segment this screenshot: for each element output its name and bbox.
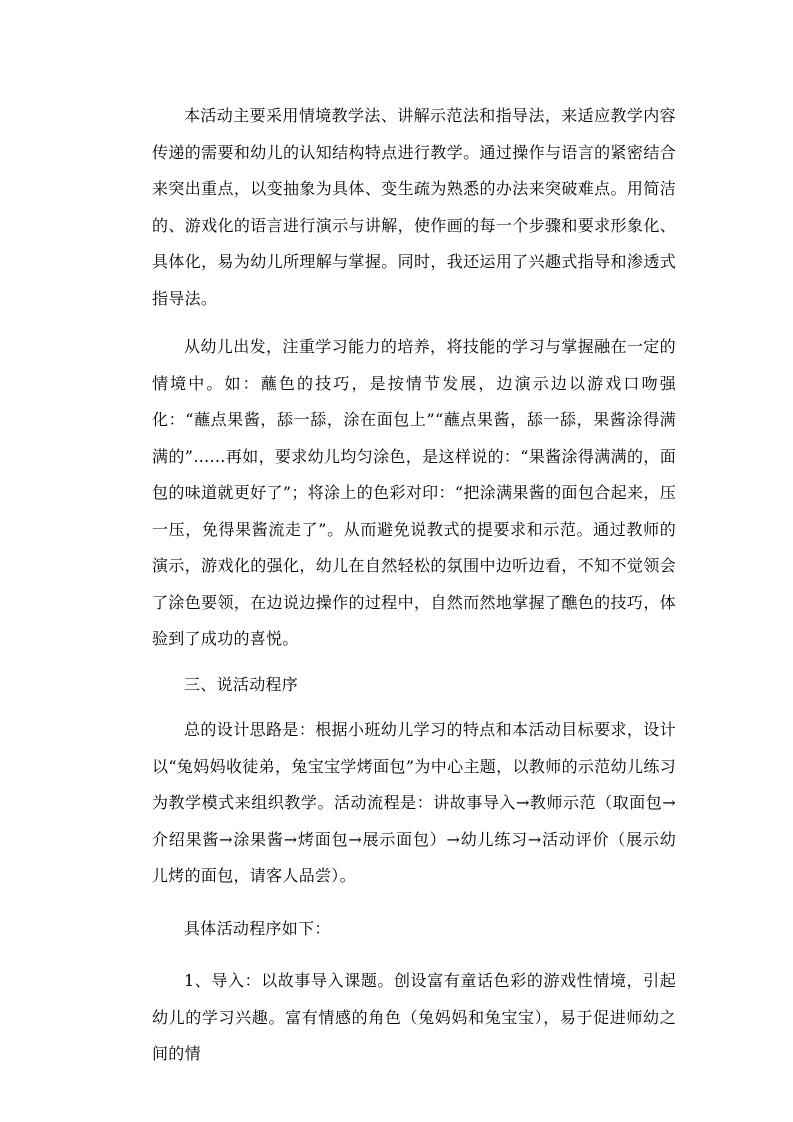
section-heading-activity-procedure: 三、说活动程序: [184, 674, 299, 694]
paragraph-learning-ability: 从幼儿出发，注重学习能力的培养，将技能的学习与掌握融在一定的情境中。如：蘸色的技巧，是按情节发展，边演示边以游戏口吻强化：“蘸点果酱，舔一舔，涂在面包上”“蘸点果酱，舔一舔，果酱涂得满满的”……再如，要求幼儿均匀涂色，是这样说的：“果酱涂得满满的，面包的味道就更好了”；将涂上的色彩对印：“把涂满果酱的面包合起来，压一压，免得果酱流走了”。从而避免说教式的提要求和示范。通过教师的演示，游戏化的强化，幼儿在自然轻松的氛围中边听边看，不知不觉领会了涂色要领，在边说边操作的过程中，自然而然地掌握了醮色的技巧，体验到了成功的喜悦。: [152, 337, 676, 648]
paragraph-procedure-intro: 具体活动程序如下：: [184, 918, 331, 938]
paragraph-design-idea: 总的设计思路是：根据小班幼儿学习的特点和本活动目标要求，设计以“兔妈妈收徒弟，兔宝宝学烤面包”为中心主题，以教师的示范幼儿练习为教学模式来组织教学。活动流程是：讲故事导入→教师示范（取面包→介绍果酱→涂果酱→烤面包→展示面包）→幼儿练习→活动评价（展示幼儿烤的面包，请客人品尝）。: [152, 720, 676, 885]
paragraph-teaching-methods: 本活动主要采用情境教学法、讲解示范法和指导法，来适应教学内容传递的需要和幼儿的认知结构特点进行教学。通过操作与语言的紧密结合来突出重点，以变抽象为具体、变生疏为熟悉的办法来突破难点。用简洁的、游戏化的语言进行演示与讲解，使作画的每一个步骤和要求形象化、具体化，易为幼儿所理解与掌握。同时，我还运用了兴趣式指导和渗透式指导法。: [152, 106, 676, 308]
document-body: [152, 98, 676, 1073]
paragraph-step-1-introduction: 1、导入：以故事导入课题。创设富有童话色彩的游戏性情境，引起幼儿的学习兴趣。富有情感的角色（兔妈妈和兔宝宝），易于促进师幼之间的情: [152, 971, 676, 1063]
